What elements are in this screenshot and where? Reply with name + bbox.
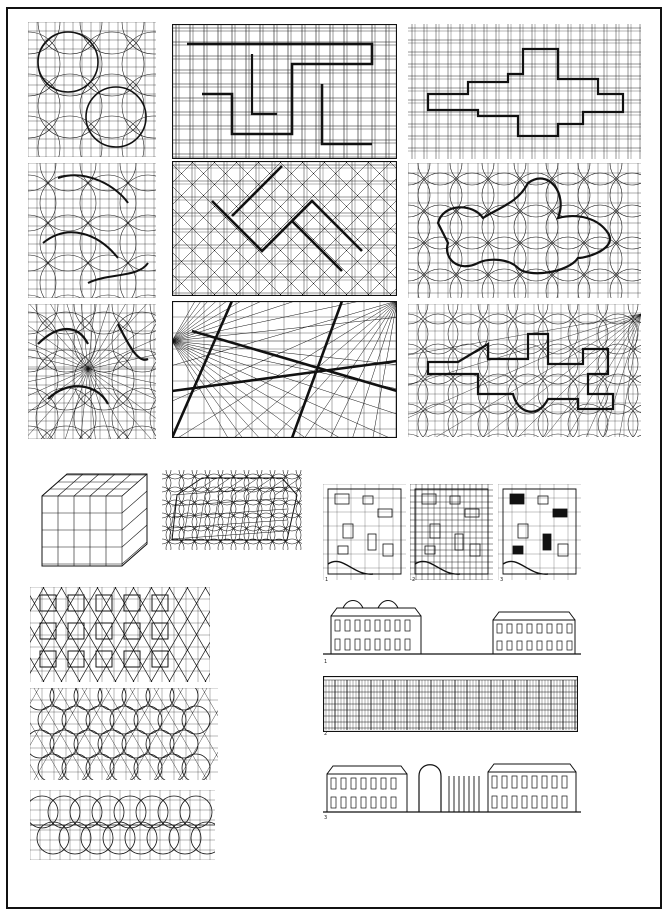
drawing-stroke xyxy=(493,620,575,654)
drawing-stroke xyxy=(503,561,548,574)
drawing-stroke xyxy=(465,509,479,517)
drawing-stroke xyxy=(28,22,60,54)
drawing-stroke xyxy=(172,161,194,296)
drawing-stroke xyxy=(419,765,441,812)
drawing-stroke xyxy=(30,688,63,780)
site-plan-2-label: 2 xyxy=(412,577,416,583)
drawing-stroke xyxy=(28,175,56,231)
drawing-stroke xyxy=(323,161,397,296)
drawing-stroke xyxy=(338,546,348,554)
drawing-stroke xyxy=(172,161,260,296)
drawing-stroke xyxy=(371,797,376,808)
drawing-stroke xyxy=(120,215,156,271)
drawing-stroke xyxy=(502,776,507,788)
drawing-stroke xyxy=(233,478,258,495)
drawing-stroke xyxy=(355,620,360,631)
drawing-stroke xyxy=(517,641,522,650)
drawing-stroke xyxy=(512,796,517,808)
drawing-stroke xyxy=(40,175,96,231)
drawing-stroke xyxy=(381,797,386,808)
drawing-stroke xyxy=(125,822,157,854)
grid-elevation-2 xyxy=(323,676,578,732)
drawing-stroke xyxy=(507,641,512,650)
drawing-stroke xyxy=(187,587,210,682)
drawing-stroke xyxy=(522,776,527,788)
elevation-2-label: 2 xyxy=(324,731,328,737)
diagonal-grid-plan xyxy=(172,161,397,296)
drawing-stroke xyxy=(38,32,102,96)
drawing-stroke xyxy=(81,822,113,854)
drawing-stroke xyxy=(120,295,156,298)
drawing-stroke xyxy=(74,350,134,410)
drawing-stroke xyxy=(381,778,386,789)
isometric-grid-cube xyxy=(32,466,150,572)
drawing-stroke xyxy=(502,796,507,808)
drawing-stroke xyxy=(538,496,548,504)
star-lattice-pattern xyxy=(30,587,210,682)
drawing-stroke xyxy=(512,776,517,788)
elevation-3-label: 3 xyxy=(324,815,328,821)
drawing-stroke xyxy=(172,161,238,296)
drawing-stroke xyxy=(28,32,60,96)
drawing-stroke xyxy=(166,470,184,479)
drawing-stroke xyxy=(448,434,488,437)
drawing-stroke xyxy=(532,796,537,808)
drawing-stroke xyxy=(331,797,336,808)
drawing-stroke xyxy=(328,561,373,574)
drawing-stroke xyxy=(74,426,134,439)
drawing-stroke xyxy=(169,587,210,682)
drawing-stroke xyxy=(527,641,532,650)
drawing-stroke xyxy=(74,304,134,334)
drawing-stroke xyxy=(547,624,552,633)
drawing-stroke xyxy=(122,525,147,547)
drawing-stroke xyxy=(578,173,622,217)
drawing-stroke xyxy=(187,587,210,682)
drawing-stroke xyxy=(158,796,190,828)
drawing-stroke xyxy=(482,205,526,249)
drawing-stroke xyxy=(103,822,135,854)
drawing-stroke xyxy=(537,641,542,650)
drawing-stroke xyxy=(375,639,380,650)
drawing-stroke xyxy=(30,796,58,828)
drawing-stroke xyxy=(542,776,547,788)
drawing-stroke xyxy=(418,163,462,185)
drawing-stroke xyxy=(343,601,398,609)
drawing-stroke xyxy=(96,623,112,639)
elevation-1-label: 1 xyxy=(324,659,328,665)
drawing-stroke xyxy=(30,688,63,780)
drawing-stroke xyxy=(527,624,532,633)
drawing-stroke xyxy=(120,175,156,231)
drawing-stroke xyxy=(497,624,502,633)
drawing-stroke xyxy=(172,161,238,296)
drawing-stroke xyxy=(365,639,370,650)
drawing-stroke xyxy=(40,255,96,298)
drawing-stroke xyxy=(488,764,576,772)
drawing-stroke xyxy=(361,797,366,808)
drawing-stroke xyxy=(552,796,557,808)
drawing-stroke xyxy=(211,495,219,540)
drawing-stroke xyxy=(205,587,210,682)
drawing-stroke xyxy=(408,163,430,185)
drawing-stroke xyxy=(147,822,179,854)
drawing-stroke xyxy=(547,641,552,650)
drawing-stroke xyxy=(172,341,395,438)
site-plan-3-label: 3 xyxy=(500,577,504,583)
drawing-stroke xyxy=(507,624,512,633)
drawing-stroke xyxy=(375,620,380,631)
hexagonal-circle-pattern xyxy=(30,688,218,780)
drawing-stroke xyxy=(391,778,396,789)
drawing-stroke xyxy=(610,269,641,298)
drawing-stroke xyxy=(106,474,131,496)
drawing-stroke xyxy=(345,620,350,631)
overlapping-circle-pattern xyxy=(30,790,215,860)
drawing-stroke xyxy=(493,612,575,620)
drawing-stroke xyxy=(385,639,390,650)
drawing-stroke xyxy=(323,161,397,296)
drawing-stroke xyxy=(351,797,356,808)
mixed-outline-grid-plan xyxy=(408,304,641,437)
drawing-stroke xyxy=(450,205,494,249)
drawing-stroke xyxy=(122,508,147,530)
drawing-stroke xyxy=(368,534,376,550)
drawing-stroke xyxy=(170,688,198,710)
drawing-stroke xyxy=(418,237,462,281)
drawing-stroke xyxy=(173,302,397,438)
drawing-stroke xyxy=(557,624,562,633)
drawing-stroke xyxy=(301,161,397,296)
circle-grid-pattern-3 xyxy=(28,304,156,439)
drawing-stroke xyxy=(37,822,69,854)
drawing-stroke xyxy=(162,487,171,505)
drawing-stroke xyxy=(415,561,460,574)
street-elevation-3 xyxy=(323,756,581,816)
drawing-stroke xyxy=(383,544,393,556)
drawing-stroke xyxy=(450,237,494,281)
drawing-stroke xyxy=(212,166,362,271)
drawing-stroke xyxy=(567,641,572,650)
drawing-stroke xyxy=(522,796,527,808)
drawing-stroke xyxy=(30,688,39,780)
site-plan-2 xyxy=(410,484,493,580)
drawing-stroke xyxy=(418,344,458,384)
drawing-stroke xyxy=(172,341,397,438)
drawing-stroke xyxy=(80,116,144,157)
drawing-stroke xyxy=(331,608,421,616)
drawing-stroke xyxy=(378,509,392,517)
drawing-stroke xyxy=(508,434,548,437)
stepped-outline-grid-plan xyxy=(408,24,641,159)
drawing-stroke xyxy=(537,624,542,633)
circle-grid-pattern-2 xyxy=(28,163,156,298)
drawing-stroke xyxy=(355,639,360,650)
drawing-stroke xyxy=(172,341,397,372)
drawing-stroke xyxy=(40,215,96,271)
drawing-stroke xyxy=(261,478,286,495)
drawing-stroke xyxy=(301,161,397,296)
drawing-stroke xyxy=(162,474,171,492)
drawing-stroke xyxy=(38,32,98,92)
drawing-stroke xyxy=(162,500,171,518)
drawing-stroke xyxy=(538,434,578,437)
drawing-stroke xyxy=(448,404,488,437)
drawing-stroke xyxy=(172,341,397,438)
drawing-stroke xyxy=(30,587,62,682)
drawing-stroke xyxy=(28,312,58,372)
drawing-stroke xyxy=(205,587,210,682)
drawing-stroke xyxy=(514,205,558,249)
drawing-stroke xyxy=(391,797,396,808)
drawing-stroke xyxy=(122,688,150,710)
drawing-stroke xyxy=(28,163,56,191)
drawing-stroke xyxy=(124,595,140,611)
drawing-stroke xyxy=(542,796,547,808)
drawing-stroke xyxy=(98,688,126,710)
drawing-stroke xyxy=(30,587,80,682)
drawing-stroke xyxy=(565,314,641,437)
drawing-stroke xyxy=(450,163,494,185)
drawing-stroke xyxy=(351,778,356,789)
drawing-stroke xyxy=(162,470,171,479)
drawing-stroke xyxy=(395,620,400,631)
drawing-stroke xyxy=(28,350,58,410)
drawing-stroke xyxy=(80,22,144,54)
drawing-stroke xyxy=(532,776,537,788)
street-elevation-1 xyxy=(323,596,581,658)
drawing-stroke xyxy=(578,237,622,281)
drawing-stroke xyxy=(327,766,407,774)
circle-grid-pattern-1 xyxy=(28,22,156,157)
drawing-stroke xyxy=(28,215,56,271)
drawing-stroke xyxy=(385,620,390,631)
drawing-stroke xyxy=(408,173,430,217)
drawing-stroke xyxy=(405,620,410,631)
drawing-stroke xyxy=(418,314,458,354)
drawing-stroke xyxy=(567,624,572,633)
drawing-stroke xyxy=(562,796,567,808)
drawing-stroke xyxy=(169,822,201,854)
drawing-stroke xyxy=(497,641,502,650)
drawing-stroke xyxy=(172,301,348,341)
drawing-stroke xyxy=(80,295,136,298)
drawing-stroke xyxy=(30,587,80,682)
site-plan-3 xyxy=(498,484,581,580)
drawing-stroke xyxy=(492,776,497,788)
drawing-stroke xyxy=(28,116,60,157)
drawing-stroke xyxy=(229,301,397,438)
drawing-stroke xyxy=(172,341,397,438)
drawing-stroke xyxy=(517,624,522,633)
drawing-stroke xyxy=(395,639,400,650)
drawing-stroke xyxy=(345,301,397,438)
drawing-stroke xyxy=(112,304,156,334)
drawing-stroke xyxy=(513,546,523,554)
drawing-stroke xyxy=(162,513,171,531)
drawing-stroke xyxy=(363,496,373,504)
drawing-stroke xyxy=(345,639,350,650)
drawing-stroke xyxy=(172,161,216,296)
drawing-stroke xyxy=(59,822,91,854)
drawing-stroke xyxy=(38,22,102,54)
drawing-stroke xyxy=(341,778,346,789)
drawing-stroke xyxy=(179,470,197,479)
drawing-stroke xyxy=(492,796,497,808)
drawing-stroke xyxy=(562,776,567,788)
drawing-stroke xyxy=(90,474,115,496)
drawing-stroke xyxy=(172,161,194,296)
drawing-stroke xyxy=(335,639,340,650)
drawing-stroke xyxy=(169,587,210,682)
drawing-stroke xyxy=(80,215,136,271)
drawing-stroke xyxy=(40,295,96,298)
drawing-stroke xyxy=(552,776,557,788)
drawing-stroke xyxy=(341,797,346,808)
drawing-stroke xyxy=(365,620,370,631)
drawing-stroke xyxy=(405,639,410,650)
site-plan-1 xyxy=(323,484,406,580)
drawing-stroke xyxy=(448,344,488,384)
drawing-stroke xyxy=(28,74,60,138)
drawing-stroke xyxy=(418,404,458,437)
drawing-stroke xyxy=(361,778,366,789)
drawing-stroke xyxy=(408,237,430,281)
drawing-stroke xyxy=(578,205,622,249)
drawing-stroke xyxy=(28,255,56,298)
drawing-stroke xyxy=(172,161,216,296)
drawing-stroke xyxy=(327,774,407,812)
drawing-stroke xyxy=(50,688,78,710)
drawing-stroke xyxy=(172,341,397,403)
drawing-stroke xyxy=(183,495,191,540)
drawing-stroke xyxy=(335,620,340,631)
drawing-stroke xyxy=(455,534,463,550)
drawing-stroke xyxy=(70,796,102,828)
drawing-stroke xyxy=(40,595,56,611)
drawing-stroke xyxy=(578,163,622,185)
drawing-stroke xyxy=(122,542,147,564)
drawing-stroke xyxy=(172,161,260,296)
drawing-stroke xyxy=(557,641,562,650)
drawing-stroke xyxy=(418,434,458,437)
drawing-stroke xyxy=(146,688,174,710)
drawing-stroke xyxy=(122,474,147,496)
drawing-stroke xyxy=(514,237,558,281)
isometric-grid-block xyxy=(162,470,302,550)
drawing-stroke xyxy=(450,496,460,504)
drawing-stroke xyxy=(48,796,80,828)
drawing-stroke xyxy=(150,388,156,439)
site-plan-1-label: 1 xyxy=(325,577,329,583)
drawing-stroke xyxy=(508,404,548,437)
radiating-lines-plan xyxy=(172,301,397,438)
drawing-stroke xyxy=(543,534,551,550)
drawing-stroke xyxy=(58,474,83,496)
drawing-stroke xyxy=(247,478,272,495)
drawing-stroke xyxy=(74,688,102,710)
drawing-stroke xyxy=(120,255,156,298)
drawing-stroke xyxy=(408,205,430,249)
drawing-stroke xyxy=(510,494,524,504)
drawing-stroke xyxy=(180,796,212,828)
drawing-stroke xyxy=(558,544,568,556)
drawing-stroke xyxy=(92,796,124,828)
drawing-stroke xyxy=(371,778,376,789)
orthogonal-grid-plan-1 xyxy=(172,24,397,159)
drawing-stroke xyxy=(74,474,99,496)
drawing-stroke xyxy=(331,616,421,654)
drawing-stroke xyxy=(553,509,567,517)
drawing-stroke xyxy=(30,688,39,780)
drawing-stroke xyxy=(331,778,336,789)
drawing-stroke xyxy=(136,796,168,828)
curved-outline-grid-plan xyxy=(408,163,641,298)
drawing-stroke xyxy=(122,491,147,513)
drawing-stroke xyxy=(438,178,610,273)
drawing-stroke xyxy=(628,404,641,437)
drawing-stroke xyxy=(428,49,623,136)
drawing-stroke xyxy=(418,173,462,217)
drawing-stroke xyxy=(482,163,526,185)
drawing-stroke xyxy=(283,470,301,479)
drawing-stroke xyxy=(196,301,397,438)
